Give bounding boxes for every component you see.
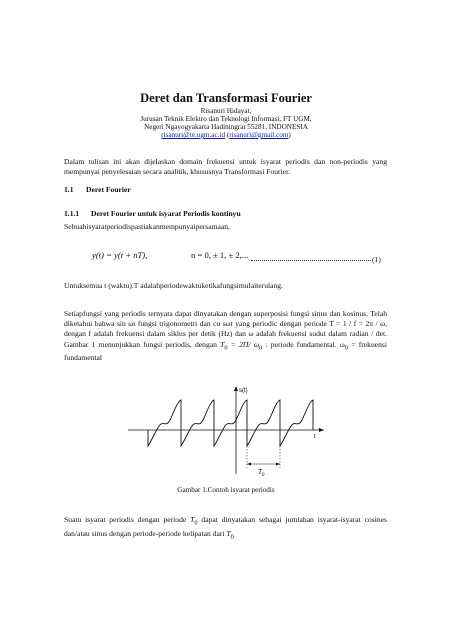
section-heading-1-1 — [64, 185, 131, 194]
t0-symbol: T — [220, 339, 225, 349]
period-arrow-right — [276, 463, 280, 466]
period-label-sub: 0 — [261, 473, 265, 478]
period-label — [258, 468, 265, 478]
equation-leader-dots — [251, 259, 371, 261]
closing-text-b: dapat dinyatakan sebagai jumlahan isyarat-isyarat cosines dan/atau sinus dengan periode-periode kelipatan dari — [64, 515, 387, 538]
x-axis-label: t — [314, 434, 316, 440]
section-title: Deret Fourier — [86, 185, 131, 194]
section-heading-1-1-1 — [64, 209, 241, 218]
email-paren-close: ) — [288, 131, 291, 139]
closing-t0-b-sub: 0 — [230, 533, 234, 541]
email-link-primary[interactable]: risanuri@te.ugm.ac.id — [161, 131, 226, 139]
period-arrow-left — [247, 463, 251, 466]
periodic-paragraph — [64, 309, 387, 364]
subsection-title: Deret Fourier untuk isyarat Periodis kontinyu — [91, 209, 241, 218]
omega0-subscript-b: 0 — [344, 344, 349, 352]
closing-t0: T — [190, 515, 195, 524]
author-affiliation: Jurusan Teknik Elektro dan Teknologi Informasi, FT UGM, — [140, 115, 312, 123]
email-paren-open: ( — [226, 131, 230, 139]
closing-t0-b: T — [226, 528, 231, 538]
y-axis-label: s(t) — [239, 388, 248, 394]
period-label-t: T — [258, 468, 262, 476]
omega0-subscript-a: 0 — [259, 344, 263, 352]
section-number: 1.1 — [64, 185, 74, 194]
periodic-text-1: Setiapfungsi yang periodis ternyata dapat dinyatakan dengan superposisi fungsi sinus dan kosinus. Telah diketahui bahwa sin ωt fungsi trigonometri dan co sωt yang periodic dengan periode T = 1 / f = 2π / ω, dengan f adalah frekuensi dalam siklus per detik (Hz) dan ω adalah frekuensi sudut dalam radian / det. Gambar 1 menunjukkan fungsi periodis, dengan — [64, 309, 387, 349]
t0-subscript: 0 — [224, 344, 228, 352]
periodic-text-3: = frekuensi fundamental — [64, 339, 387, 363]
amplitude-axis-arrow — [234, 386, 238, 391]
closing-paragraph — [64, 515, 387, 542]
equation-number: (1) — [372, 255, 381, 264]
periodic-waveform — [148, 400, 313, 446]
figure-caption: Gambar 1.Contoh isyarat periodis — [177, 486, 275, 494]
equation-lhs: y(t) = y(t + nT), — [92, 250, 148, 260]
paper-title: Deret dan Transformasi Fourier — [140, 91, 312, 105]
equation-1 — [64, 250, 387, 266]
intro-paragraph: Dalam tulisan ini akan dijelaskan domain frekuensi untuk isyarat periodis dan non-periodis yang mempunyai penyelesaian secara analitik, khususnya Transformasi Fourier. — [64, 157, 387, 177]
periodic-text-2: : periode fundamental. ω — [262, 339, 345, 349]
periodic-signal-figure — [128, 382, 328, 478]
author-name: Risanuri Hidayat, — [200, 107, 252, 115]
subsection-number: 1.1.1 — [64, 209, 80, 218]
closing-t0-sub: 0 — [194, 519, 198, 527]
lead-in-text: Sebuahisyaratperiodispastiakanmempunyaipersamaan, — [64, 222, 230, 231]
equation-condition: n = 0, ± 1, ± 2,... — [191, 250, 249, 260]
time-axis-arrow — [319, 428, 324, 432]
t0-definition: = 2Π/ ω — [227, 339, 260, 349]
author-emails — [0, 131, 452, 139]
closing-text-a: Suatu isyarat periodis dengan periode — [64, 515, 191, 524]
author-address: Negeri Ngayogyakarta Hadiningrat 55281, INDONESIA — [144, 123, 308, 131]
email-link-secondary[interactable]: risanuri@gmail.com — [229, 131, 289, 139]
after-equation-text: Untuksemua t (waktu).T adalahperiodewaktuketikafungsimulaiterulang. — [64, 281, 283, 290]
